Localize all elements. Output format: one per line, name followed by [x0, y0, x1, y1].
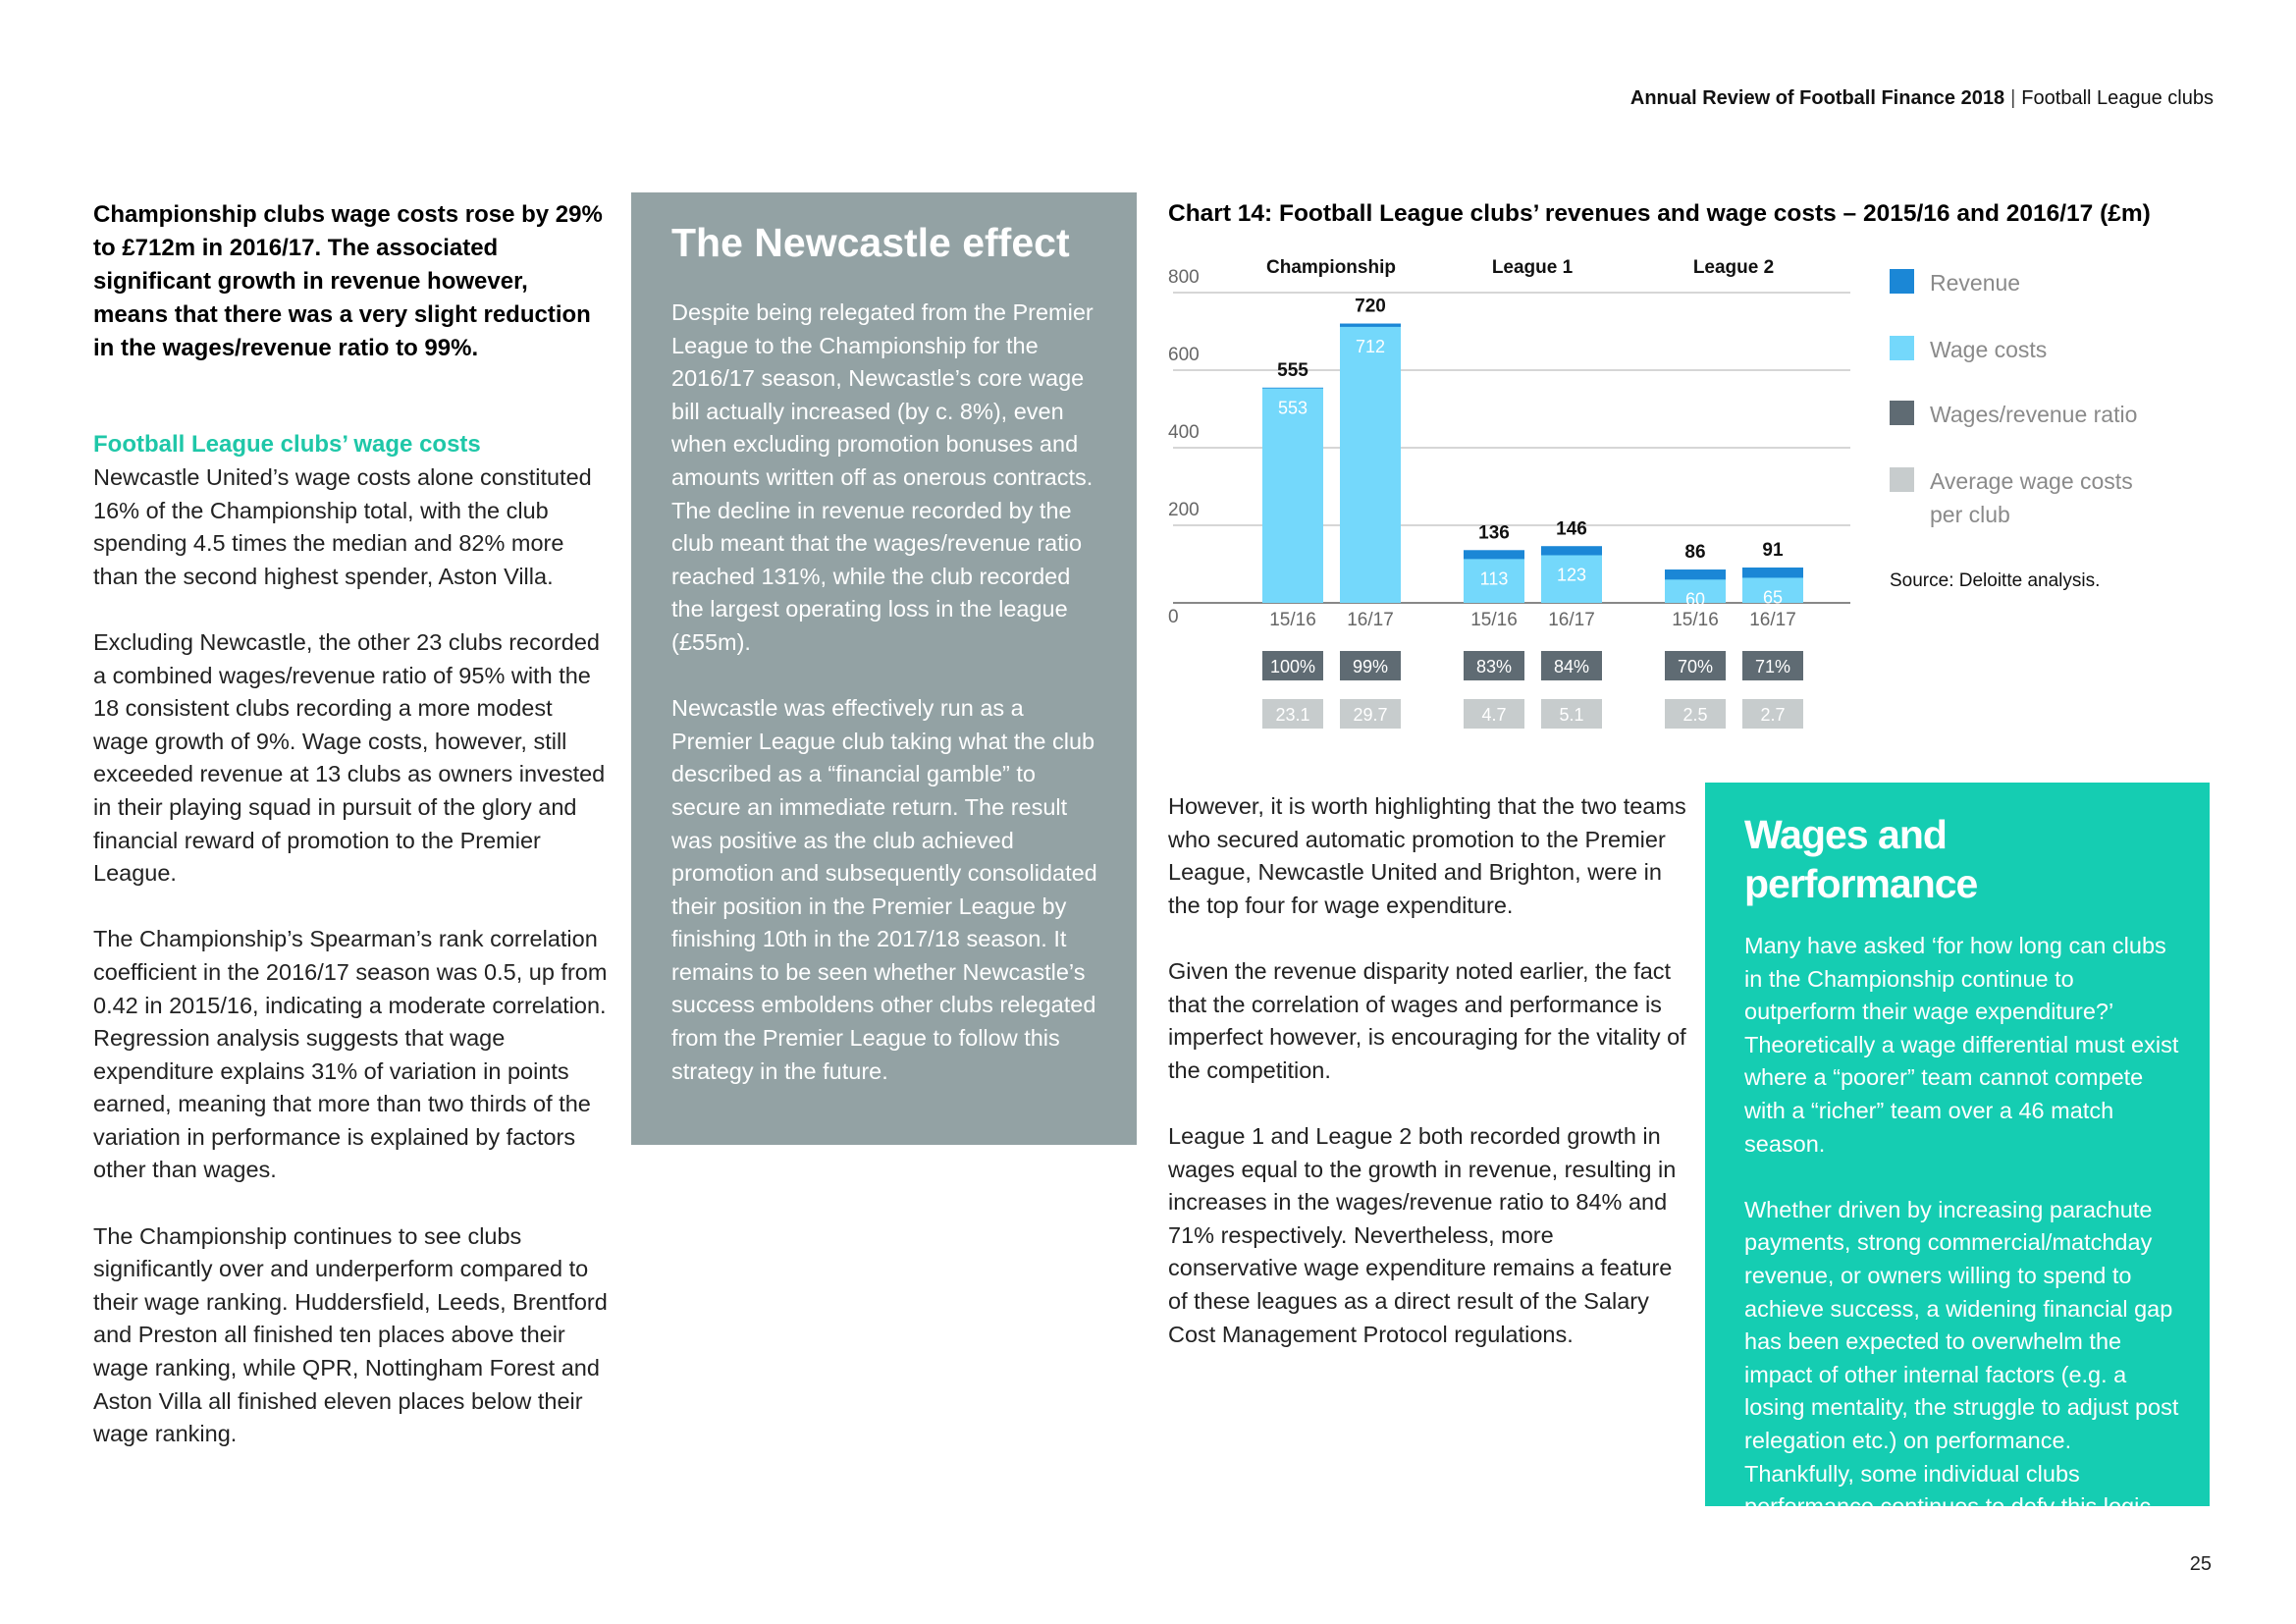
- left-column: [93, 198, 609, 1484]
- ratio-label: 83%: [1475, 657, 1513, 677]
- body-paragraph: The Championship’s Spearman’s rank correlation coefficient in the 2016/17 season was 0.5, up from 0.42 in 2015/16, indicating a moderate correlation. Regression analysis suggests that wage expenditure explains 31% of variation in points earned, meaning that more than two thirds of the variation in performance is explained by factors other than wages.: [93, 926, 608, 1183]
- revenue-wages-chart: [1163, 245, 2214, 736]
- wages-box-title: Wages and performance: [1744, 812, 1978, 906]
- wage-value-label: 65: [1762, 587, 1784, 608]
- revenue-value-label: 86: [1684, 542, 1706, 564]
- wage-value-label: 553: [1277, 398, 1308, 418]
- wage-value-label: 113: [1479, 568, 1509, 589]
- ratio-label: 70%: [1677, 657, 1714, 677]
- header-separator: |: [2010, 87, 2016, 109]
- page-number: 25: [2189, 1553, 2212, 1575]
- wage-cost-bar: [1262, 389, 1323, 603]
- revenue-value-label: 720: [1355, 296, 1386, 317]
- x-tick-label: 15/16: [1269, 610, 1316, 630]
- chart-title: Chart 14: Football League clubs’ revenues and wage costs – 2015/16 and 2016/17 (£m): [1168, 200, 2151, 227]
- avg-wage-label: 2.5: [1682, 705, 1708, 725]
- revenue-cap: [1340, 324, 1401, 327]
- body-paragraph: League 1 and League 2 both recorded growth in wages equal to the growth in revenue, resulting in increases in the wages/revenue ratio to 84% and 71% respectively. Nevertheless, more conservative wage expenditure remains a feature of these leagues as a direct result of the Salary Cost Management Protocol regulations.: [1168, 1122, 1677, 1347]
- wage-value-label: 123: [1556, 565, 1587, 585]
- legend-label: Wage costs: [1930, 337, 2048, 362]
- newcastle-box-title: The Newcastle effect: [671, 220, 1070, 265]
- ratio-label: 99%: [1352, 657, 1389, 677]
- legend-label: Average wage costs per club: [1930, 468, 2133, 527]
- report-title: Annual Review of Football Finance 2018: [1629, 87, 2005, 109]
- group-label: League 1: [1491, 257, 1574, 278]
- body-paragraph: The Championship continues to see clubs significantly over and underperform compared to their wage ranking. Huddersfield, Leeds, Brentford and Preston all finished ten places above their wage ranking, while QPR, Nottingham Forest and Aston Villa all finished eleven places below their wage ranking.: [93, 1222, 608, 1447]
- group-label: Championship: [1266, 257, 1396, 278]
- ratio-label: 71%: [1754, 657, 1791, 677]
- x-tick-label: 15/16: [1470, 610, 1518, 630]
- body-paragraph: Excluding Newcastle, the other 23 clubs recorded a combined wages/revenue ratio of 95% with the 18 consistent clubs recording a more modest wage growth of 9%. Wage costs, however, still exceeded revenue at 13 clubs as owners invested in their playing squad in pursuit of the glory and financial reward of promotion to the Premier League.: [93, 628, 606, 887]
- lead-paragraph: Championship clubs wage costs rose by 29% to £712m in 2016/17. The associated significant growth in revenue however, means that there was a very slight reduction in the wages/revenue ratio to 99%.: [93, 201, 603, 361]
- revenue-cap: [1541, 546, 1602, 555]
- ratio-label: 100%: [1269, 657, 1316, 677]
- newcastle-effect-box: [631, 192, 1137, 1145]
- page-header: [1630, 87, 2214, 110]
- revenue-value-label: 555: [1277, 359, 1308, 381]
- section-title: Football League clubs: [2021, 87, 2214, 109]
- revenue-value-label: 136: [1478, 522, 1510, 544]
- box-paragraph: Whether driven by increasing parachute payments, strong commercial/matchday revenue, or owners willing to spend to achieve success, a widening financial gap has been expected to overwhelm the impact of other internal factors (e.g. a losing mentality, the struggle to adjust post relegation etc.) on performance. Thankfully, some individual clubs performance continues to defy this logic.: [1744, 1196, 2179, 1520]
- legend-label: Revenue: [1930, 270, 2021, 296]
- avg-wage-label: 5.1: [1559, 705, 1584, 725]
- legend-label: Wages/revenue ratio: [1930, 402, 2138, 427]
- box-paragraph: Despite being relegated from the Premier League to the Championship for the 2016/17 season, Newcastle’s core wage bill actually increased (by c. 8%), even when excluding promotion bonuses and amounts written off as onerous contracts. The decline in revenue recorded by the club meant that the wages/revenue ratio reached 131%, while the club recorded the largest operating loss in the league (£55m).: [671, 299, 1094, 655]
- avg-wage-label: 4.7: [1481, 705, 1507, 725]
- y-tick-label: 800: [1168, 267, 1200, 288]
- legend-swatch: [1890, 269, 1914, 294]
- x-tick-label: 15/16: [1672, 610, 1719, 630]
- avg-wage-label: 2.7: [1760, 705, 1786, 725]
- ratio-label: 84%: [1553, 657, 1590, 677]
- y-tick-label: 0: [1168, 607, 1179, 627]
- y-tick-label: 400: [1168, 422, 1200, 443]
- revenue-value-label: 91: [1762, 540, 1784, 562]
- wage-costs-subheading: Football League clubs’ wage costs: [93, 431, 481, 458]
- body-paragraph: However, it is worth highlighting that the two teams who secured automatic promotion to the Premier League, Newcastle United and Brighton, were in the top four for wage expenditure.: [1168, 793, 1686, 918]
- legend-swatch: [1890, 336, 1914, 360]
- legend-swatch: [1890, 467, 1914, 492]
- group-label: League 2: [1692, 257, 1775, 278]
- wage-value-label: 712: [1355, 336, 1386, 356]
- avg-wage-label: 23.1: [1275, 705, 1310, 725]
- x-tick-label: 16/17: [1548, 610, 1595, 630]
- legend-swatch: [1890, 401, 1914, 425]
- x-tick-label: 16/17: [1347, 610, 1394, 630]
- wage-cost-bar: [1340, 327, 1401, 603]
- chart-source: Source: Deloitte analysis.: [1890, 570, 2101, 591]
- revenue-cap: [1742, 568, 1803, 577]
- box-paragraph: Newcastle was effectively run as a Premier League club taking what the club described as a “financial gamble” to secure an immediate return. The result was positive as the club achieved promotion and subsequently consolidated their position in the Premier League by finishing 10th in the 2017/18 season. It remains to be seen whether Newcastle’s success emboldens other clubs relegated from the Premier League to follow this strategy in the future.: [671, 695, 1097, 1084]
- x-tick-label: 16/17: [1749, 610, 1796, 630]
- box-paragraph: Many have asked ‘for how long can clubs in the Championship continue to outperform their wage expenditure?’ Theoretically a wage differential must exist where a “poorer” team cannot compete with a “richer” team over a 46 match season.: [1744, 933, 2179, 1157]
- middle-column: [1168, 790, 1688, 1384]
- wage-value-label: 60: [1684, 589, 1706, 610]
- revenue-value-label: 146: [1556, 518, 1587, 540]
- body-paragraph: Newcastle United’s wage costs alone constituted 16% of the Championship total, with the club spending 4.5 times the median and 82% more than the second highest spender, Aston Villa.: [93, 464, 592, 589]
- body-paragraph: Given the revenue disparity noted earlier, the fact that the correlation of wages and performance is imperfect however, is encouraging for the vitality of the competition.: [1168, 957, 1686, 1083]
- y-tick-label: 200: [1168, 500, 1200, 520]
- y-tick-label: 600: [1168, 345, 1200, 365]
- avg-wage-label: 29.7: [1353, 705, 1388, 725]
- wages-performance-box: [1705, 783, 2210, 1520]
